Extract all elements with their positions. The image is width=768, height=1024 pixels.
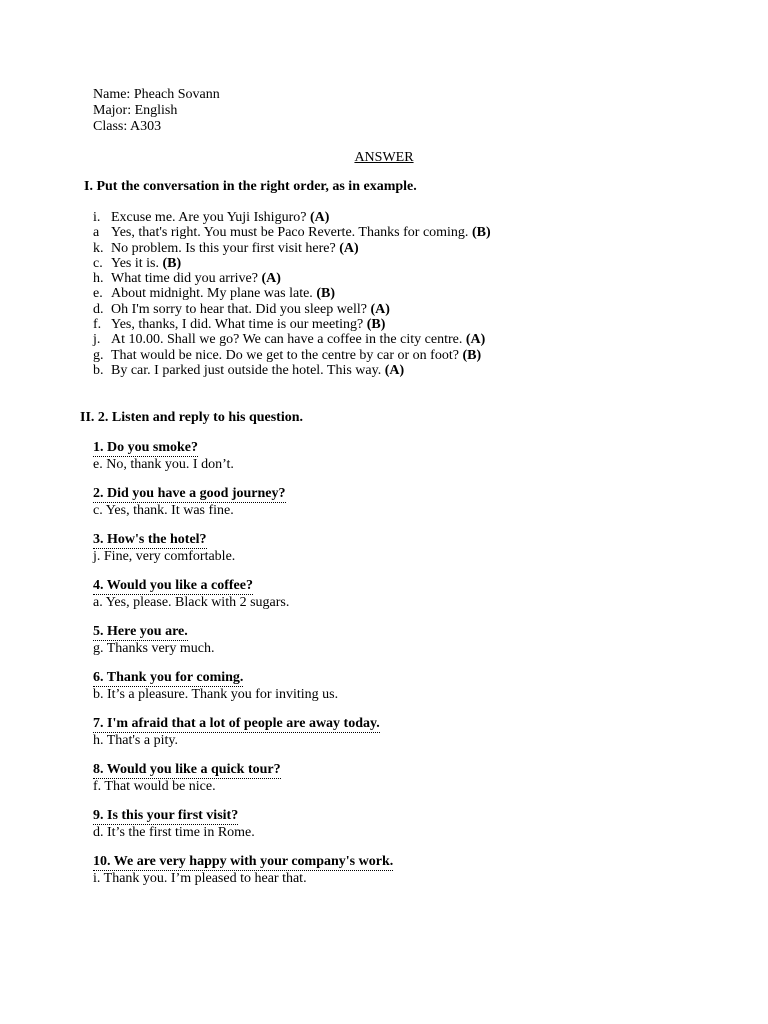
- item-key: e.: [93, 286, 103, 302]
- speaker-label: (A): [370, 301, 390, 317]
- list-item: [93, 241, 491, 256]
- question-text: 9. Is this your first visit?: [93, 808, 239, 823]
- list-item: [93, 286, 491, 301]
- qa-item: [93, 578, 393, 624]
- section-1-heading: I. Put the conversation in the right order, as in example.: [84, 179, 417, 194]
- question-text: 8. Would you like a quick tour?: [93, 762, 281, 777]
- item-key: a: [93, 225, 100, 241]
- qa-item: [93, 624, 393, 670]
- student-major: Major: English: [93, 103, 178, 118]
- item-text: By car. I parked just outside the hotel. This way.: [111, 362, 382, 378]
- list-item: [93, 363, 491, 378]
- item-key: f.: [93, 317, 102, 333]
- question-answer-list: [93, 440, 393, 900]
- item-text: That would be nice. Do we get to the centre by car or on foot?: [111, 347, 459, 363]
- item-text: Excuse me. Are you Yuji Ishiguro?: [111, 210, 307, 225]
- speaker-label: (B): [471, 225, 491, 241]
- list-item: [93, 317, 491, 332]
- question-text: 5. Here you are.: [93, 624, 188, 639]
- student-name: Name: Pheach Sovann: [93, 87, 220, 102]
- answer-text: c. Yes, thank. It was fine.: [93, 503, 234, 518]
- item-text: About midnight. My plane was late.: [111, 286, 313, 302]
- item-key: h.: [93, 271, 104, 287]
- answer-text: g. Thanks very much.: [93, 641, 215, 656]
- speaker-label: (A): [309, 210, 330, 225]
- item-text: What time did you arrive?: [111, 271, 258, 287]
- qa-item: [93, 716, 393, 762]
- list-item: [93, 271, 491, 286]
- question-text: 7. I'm afraid that a lot of people are away today.: [93, 716, 380, 731]
- list-item: [93, 302, 491, 317]
- question-text: 6. Thank you for coming.: [93, 670, 244, 685]
- question-text: 3. How's the hotel?: [93, 532, 207, 547]
- qa-item: [93, 670, 393, 716]
- item-key: j.: [93, 332, 101, 348]
- section-2-heading: II. 2. Listen and reply to his question.: [80, 410, 304, 425]
- qa-item: [93, 762, 393, 808]
- page-title: ANSWER: [354, 150, 414, 165]
- speaker-label: (A): [261, 271, 281, 287]
- question-text: 4. Would you like a coffee?: [93, 578, 253, 593]
- list-item: [93, 332, 491, 347]
- item-key: c.: [93, 255, 103, 271]
- answer-text: h. That's a pity.: [93, 733, 178, 748]
- speaker-label: (B): [162, 255, 182, 271]
- speaker-label: (B): [462, 347, 482, 363]
- speaker-label: (A): [339, 240, 359, 256]
- speaker-label: (A): [384, 362, 405, 378]
- qa-item: [93, 854, 393, 900]
- question-text: 10. We are very happy with your company's work.: [93, 854, 394, 869]
- answer-text: e. No, thank you. I don’t.: [93, 457, 234, 472]
- item-text: At 10.00. Shall we go? We can have a coffee in the city centre.: [111, 332, 463, 348]
- item-text: Oh I'm sorry to hear that. Did you sleep well?: [111, 301, 368, 317]
- question-text: 2. Did you have a good journey?: [93, 486, 286, 501]
- item-text: Yes it is.: [111, 255, 159, 271]
- speaker-label: (B): [316, 286, 335, 302]
- answer-text: j. Fine, very comfortable.: [93, 549, 236, 564]
- item-key: i.: [93, 210, 101, 225]
- question-text: 1. Do you smoke?: [93, 440, 199, 455]
- item-text: Yes, thanks, I did. What time is our meeting?: [111, 317, 364, 333]
- item-text: No problem. Is this your first visit here?: [111, 240, 336, 256]
- item-key: d.: [93, 301, 104, 317]
- answer-text: i. Thank you. I’m pleased to hear that.: [93, 871, 307, 886]
- answer-text: b. It’s a pleasure. Thank you for inviting us.: [93, 687, 339, 702]
- speaker-label: (B): [366, 317, 386, 333]
- list-item: [93, 210, 491, 225]
- list-item: [93, 225, 491, 240]
- student-info: [93, 87, 220, 135]
- list-item: [93, 256, 491, 271]
- qa-item: [93, 532, 393, 578]
- item-key: g.: [93, 347, 104, 363]
- item-key: b.: [93, 362, 104, 378]
- answer-text: d. It’s the first time in Rome.: [93, 825, 255, 840]
- student-class: Class: A303: [93, 119, 162, 134]
- qa-item: [93, 486, 393, 532]
- answer-text: a. Yes, please. Black with 2 sugars.: [93, 595, 290, 610]
- answer-text: f. That would be nice.: [93, 779, 216, 794]
- qa-item: [93, 808, 393, 854]
- list-item: [93, 348, 491, 363]
- conversation-order-list: [93, 210, 491, 378]
- item-text: Yes, that's right. You must be Paco Reverte. Thanks for coming.: [111, 225, 469, 241]
- speaker-label: (A): [465, 332, 486, 348]
- qa-item: [93, 440, 393, 486]
- item-key: k.: [93, 240, 104, 256]
